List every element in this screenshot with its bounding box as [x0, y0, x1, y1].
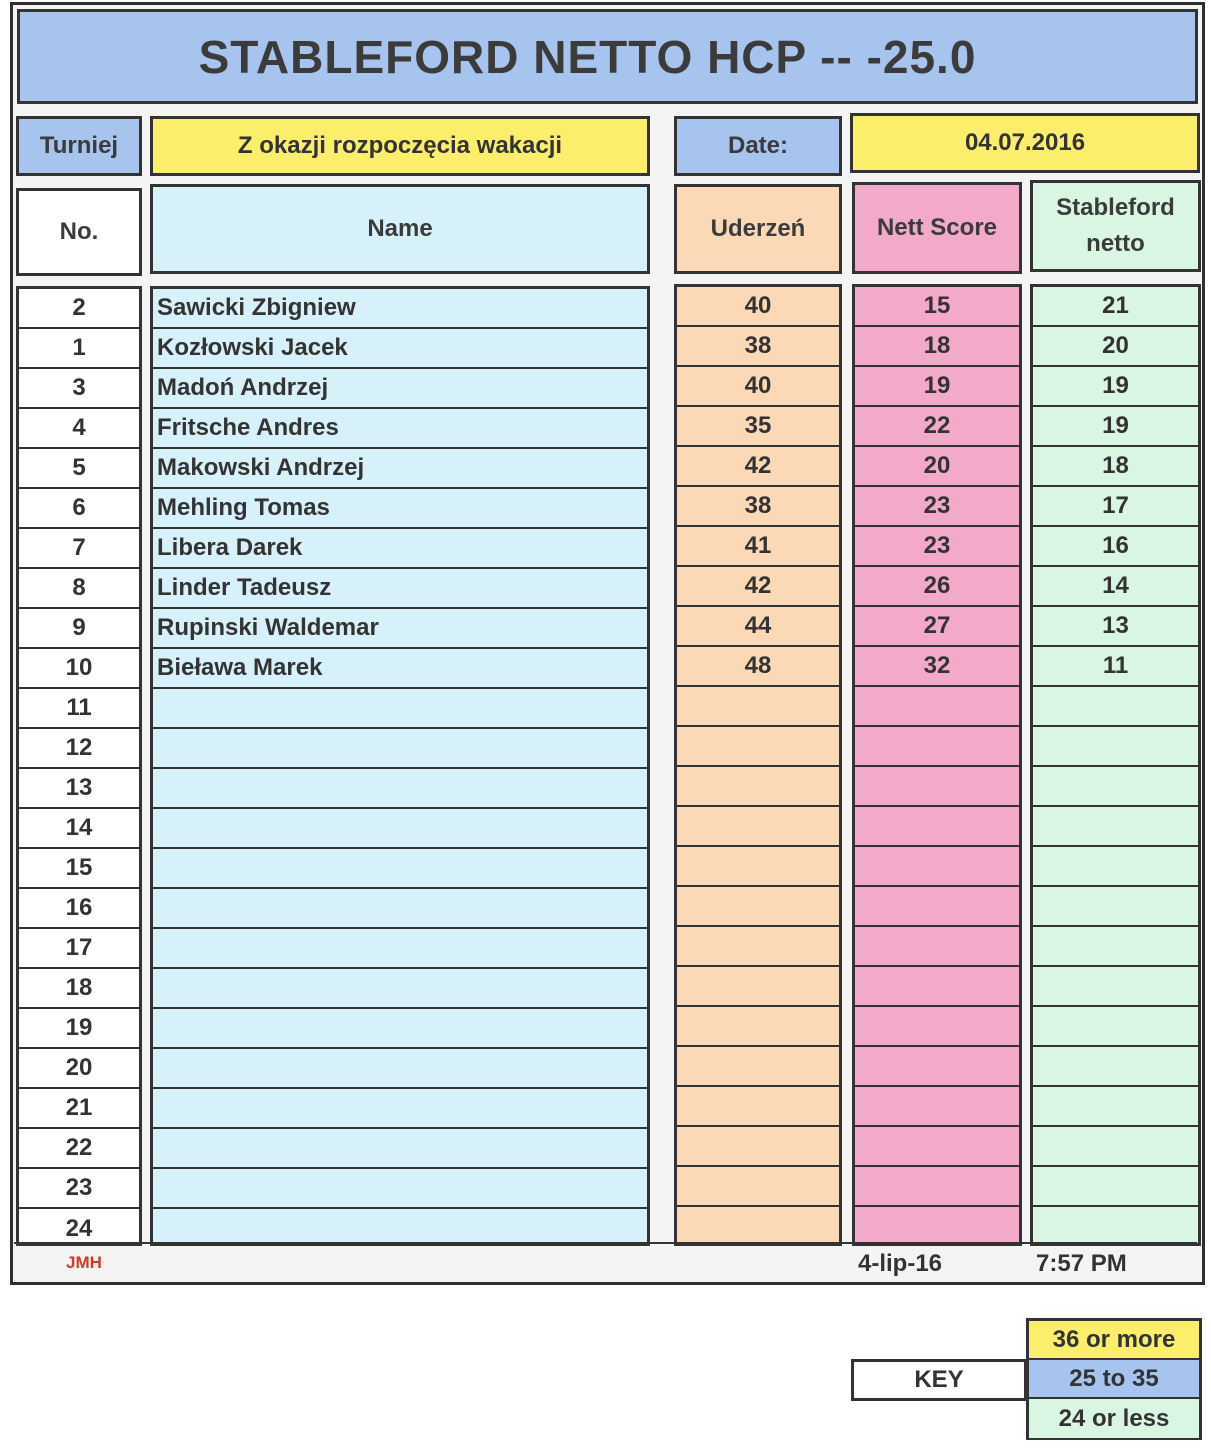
row-name-cell [153, 969, 647, 1009]
row-name-cell [153, 329, 647, 369]
row-nett-cell [855, 567, 1019, 607]
row-strokes-value: 41 [744, 532, 772, 559]
header-name [150, 184, 650, 274]
footer-divider [14, 1242, 1197, 1244]
row-strokes-cell [677, 447, 839, 487]
footer-print-date: 4-lip-16 [858, 1250, 943, 1277]
date-value: 04.07.2016 [964, 129, 1086, 156]
row-nett-cell [855, 487, 1019, 527]
row-strokes-cell [677, 567, 839, 607]
row-name-cell [153, 289, 647, 329]
row-no-cell [19, 1009, 139, 1049]
row-stableford-cell [1033, 407, 1198, 447]
column-stableford [1030, 284, 1201, 1246]
row-name-cell [153, 609, 647, 649]
row-no-value: 23 [65, 1174, 93, 1201]
row-no-value: 21 [65, 1094, 93, 1121]
row-nett-cell [855, 527, 1019, 567]
row-strokes-cell [677, 1047, 839, 1087]
row-strokes-cell [677, 527, 839, 567]
row-stableford-cell [1033, 927, 1198, 967]
key-label: KEY [914, 1366, 964, 1393]
row-nett-cell [855, 967, 1019, 1007]
row-no-cell [19, 569, 139, 609]
row-strokes-cell [677, 687, 839, 727]
row-strokes-cell [677, 767, 839, 807]
row-name-cell [153, 1089, 647, 1129]
row-stableford-cell [1033, 367, 1198, 407]
row-nett-cell [855, 687, 1019, 727]
row-nett-cell [855, 447, 1019, 487]
row-stableford-value: 19 [1102, 372, 1129, 399]
row-no-value: 17 [65, 934, 93, 961]
row-stableford-cell [1033, 487, 1198, 527]
row-no-cell [19, 369, 139, 409]
row-no-value: 24 [65, 1215, 93, 1242]
row-nett-value: 32 [923, 652, 951, 679]
row-no-value: 7 [72, 534, 86, 561]
row-stableford-cell [1033, 1207, 1198, 1247]
row-no-cell [19, 1129, 139, 1169]
row-stableford-value: 11 [1102, 652, 1129, 679]
row-no-cell [19, 609, 139, 649]
row-stableford-value: 20 [1102, 332, 1129, 359]
row-stableford-cell [1033, 887, 1198, 927]
row-no-value: 18 [65, 974, 93, 1001]
row-nett-cell [855, 1007, 1019, 1047]
header-stableford-line1: Stableford [1056, 194, 1175, 221]
row-stableford-cell [1033, 967, 1198, 1007]
row-stableford-cell [1033, 687, 1198, 727]
key-item-low-label: 24 or less [1058, 1404, 1170, 1432]
row-nett-value: 23 [923, 532, 951, 559]
row-stableford-value: 14 [1102, 572, 1129, 599]
row-no-value: 9 [72, 614, 86, 641]
row-no-value: 11 [66, 694, 92, 721]
row-stableford-cell [1033, 527, 1198, 567]
row-strokes-cell [677, 727, 839, 767]
row-strokes-cell [677, 367, 839, 407]
tournament-label-box [16, 116, 142, 176]
row-name-value: Fritsche Andres [157, 414, 339, 441]
row-nett-cell [855, 767, 1019, 807]
row-name-cell [153, 449, 647, 489]
row-stableford-value: 16 [1102, 532, 1129, 559]
row-stableford-cell [1033, 447, 1198, 487]
row-no-cell [19, 729, 139, 769]
row-name-value: Makowski Andrzej [157, 454, 365, 481]
row-name-cell [153, 1049, 647, 1089]
row-nett-value: 26 [923, 572, 951, 599]
row-strokes-cell [677, 607, 839, 647]
row-stableford-cell [1033, 327, 1198, 367]
row-no-cell [19, 529, 139, 569]
row-no-value: 5 [72, 454, 86, 481]
row-strokes-cell [677, 887, 839, 927]
title-banner [17, 9, 1198, 104]
row-no-cell [19, 649, 139, 689]
row-no-value: 2 [72, 294, 86, 321]
row-name-value: Sawicki Zbigniew [157, 294, 356, 321]
footer-initials: JMH [66, 1253, 102, 1272]
header-stableford [1030, 180, 1201, 272]
row-no-value: 8 [72, 574, 86, 601]
row-strokes-cell [677, 847, 839, 887]
row-nett-value: 22 [923, 412, 951, 439]
row-name-cell [153, 1169, 647, 1209]
row-name-cell [153, 489, 647, 529]
row-nett-value: 18 [923, 332, 951, 359]
key-item-high-label: 36 or more [1052, 1325, 1176, 1353]
row-no-value: 13 [65, 774, 93, 801]
row-strokes-value: 38 [744, 332, 772, 359]
row-name-cell [153, 689, 647, 729]
row-stableford-cell [1033, 567, 1198, 607]
row-stableford-cell [1033, 1167, 1198, 1207]
row-nett-cell [855, 927, 1019, 967]
column-name [150, 286, 650, 1246]
row-name-cell [153, 1009, 647, 1049]
row-no-value: 22 [65, 1134, 93, 1161]
row-nett-cell [855, 367, 1019, 407]
row-no-value: 20 [65, 1054, 93, 1081]
row-stableford-cell [1033, 647, 1198, 687]
row-nett-value: 27 [923, 612, 951, 639]
row-nett-cell [855, 1047, 1019, 1087]
header-name-label: Name [367, 215, 433, 242]
key-item-mid-label: 25 to 35 [1069, 1364, 1159, 1392]
row-no-cell [19, 809, 139, 849]
row-name-value: Bieława Marek [157, 654, 323, 681]
row-strokes-cell [677, 407, 839, 447]
row-no-cell [19, 289, 139, 329]
row-stableford-cell [1033, 727, 1198, 767]
row-no-value: 1 [72, 334, 86, 361]
row-stableford-cell [1033, 1007, 1198, 1047]
row-no-value: 19 [65, 1014, 93, 1041]
row-no-cell [19, 449, 139, 489]
row-name-cell [153, 569, 647, 609]
column-no [16, 286, 142, 1246]
row-strokes-cell [677, 927, 839, 967]
row-no-value: 12 [65, 734, 93, 761]
column-nett [852, 284, 1022, 1246]
date-value-box [850, 113, 1200, 173]
key-item-high [1029, 1321, 1199, 1360]
row-strokes-cell [677, 1087, 839, 1127]
row-stableford-value: 18 [1102, 452, 1129, 479]
key-item-low [1029, 1399, 1199, 1438]
row-name-cell [153, 1129, 647, 1169]
row-name-cell [153, 929, 647, 969]
row-no-cell [19, 889, 139, 929]
row-strokes-cell [677, 1127, 839, 1167]
row-stableford-cell [1033, 1127, 1198, 1167]
row-nett-cell [855, 1167, 1019, 1207]
row-nett-cell [855, 647, 1019, 687]
page-title: STABLEFORD NETTO HCP -- -25.0 [198, 30, 977, 83]
footer-print-time: 7:57 PM [1036, 1250, 1127, 1277]
row-strokes-cell [677, 1167, 839, 1207]
row-strokes-cell [677, 1007, 839, 1047]
row-name-cell [153, 889, 647, 929]
row-name-cell [153, 769, 647, 809]
row-nett-cell [855, 847, 1019, 887]
header-stableford-line2: netto [1086, 230, 1145, 257]
tournament-label: Turniej [39, 132, 119, 159]
key-legend [1026, 1318, 1202, 1440]
row-stableford-cell [1033, 767, 1198, 807]
row-strokes-value: 42 [744, 572, 772, 599]
row-no-value: 15 [65, 854, 93, 881]
row-nett-value: 15 [923, 292, 951, 319]
row-stableford-cell [1033, 1087, 1198, 1127]
row-stableford-cell [1033, 847, 1198, 887]
row-strokes-cell [677, 647, 839, 687]
row-name-value: Libera Darek [157, 534, 303, 561]
date-label-box [674, 116, 842, 176]
row-nett-cell [855, 287, 1019, 327]
row-no-value: 4 [72, 414, 86, 441]
row-no-value: 10 [65, 654, 93, 681]
row-no-value: 6 [72, 494, 86, 521]
row-no-cell [19, 1089, 139, 1129]
row-name-value: Kozłowski Jacek [157, 334, 348, 361]
row-name-cell [153, 409, 647, 449]
row-nett-cell [855, 887, 1019, 927]
column-strokes [674, 284, 842, 1246]
row-stableford-cell [1033, 807, 1198, 847]
row-strokes-value: 40 [744, 372, 772, 399]
row-name-value: Mehling Tomas [157, 494, 330, 521]
row-no-cell [19, 969, 139, 1009]
header-nett-label: Nett Score [876, 214, 998, 241]
header-no-label: No. [59, 218, 99, 245]
row-nett-value: 23 [923, 492, 951, 519]
row-nett-cell [855, 407, 1019, 447]
key-label-box [851, 1359, 1027, 1401]
row-name-value: Madoń Andrzej [157, 374, 329, 401]
tournament-name: Z okazji rozpoczęcia wakacji [237, 132, 563, 159]
row-nett-cell [855, 1127, 1019, 1167]
row-nett-cell [855, 727, 1019, 767]
row-nett-cell [855, 327, 1019, 367]
header-nett [852, 182, 1022, 274]
row-no-cell [19, 489, 139, 529]
row-nett-value: 19 [923, 372, 951, 399]
row-strokes-cell [677, 287, 839, 327]
row-name-cell [153, 729, 647, 769]
date-label: Date: [727, 132, 788, 159]
row-no-cell [19, 1169, 139, 1209]
row-name-cell [153, 849, 647, 889]
row-stableford-value: 21 [1102, 292, 1129, 319]
row-strokes-cell [677, 1207, 839, 1247]
row-stableford-cell [1033, 1047, 1198, 1087]
row-name-cell [153, 649, 647, 689]
row-strokes-value: 38 [744, 492, 772, 519]
header-no [16, 188, 142, 276]
row-no-cell [19, 329, 139, 369]
row-name-value: Linder Tadeusz [157, 574, 332, 601]
row-nett-cell [855, 807, 1019, 847]
row-nett-cell [855, 1207, 1019, 1247]
row-no-cell [19, 689, 139, 729]
row-name-cell [153, 369, 647, 409]
row-stableford-cell [1033, 287, 1198, 327]
row-name-value: Rupinski Waldemar [157, 614, 379, 641]
row-no-value: 14 [65, 814, 93, 841]
row-nett-value: 20 [923, 452, 951, 479]
row-stableford-value: 19 [1102, 412, 1129, 439]
row-stableford-value: 13 [1102, 612, 1129, 639]
row-stableford-value: 17 [1102, 492, 1129, 519]
row-strokes-cell [677, 807, 839, 847]
tournament-name-box [150, 116, 650, 176]
row-strokes-value: 40 [744, 292, 772, 319]
header-strokes-label: Uderzeń [710, 215, 806, 242]
row-no-cell [19, 929, 139, 969]
row-no-cell [19, 409, 139, 449]
row-strokes-value: 44 [744, 612, 772, 639]
header-strokes [674, 184, 842, 274]
row-name-cell [153, 809, 647, 849]
row-strokes-cell [677, 327, 839, 367]
key-item-mid [1029, 1360, 1199, 1399]
row-no-cell [19, 769, 139, 809]
row-nett-cell [855, 1087, 1019, 1127]
row-no-value: 3 [72, 374, 86, 401]
row-no-cell [19, 849, 139, 889]
row-name-cell [153, 529, 647, 569]
row-strokes-cell [677, 967, 839, 1007]
row-strokes-value: 35 [744, 412, 772, 439]
row-nett-cell [855, 607, 1019, 647]
row-stableford-cell [1033, 607, 1198, 647]
row-strokes-value: 42 [744, 452, 772, 479]
row-no-value: 16 [65, 894, 93, 921]
row-strokes-value: 48 [744, 652, 772, 679]
row-no-cell [19, 1049, 139, 1089]
row-strokes-cell [677, 487, 839, 527]
